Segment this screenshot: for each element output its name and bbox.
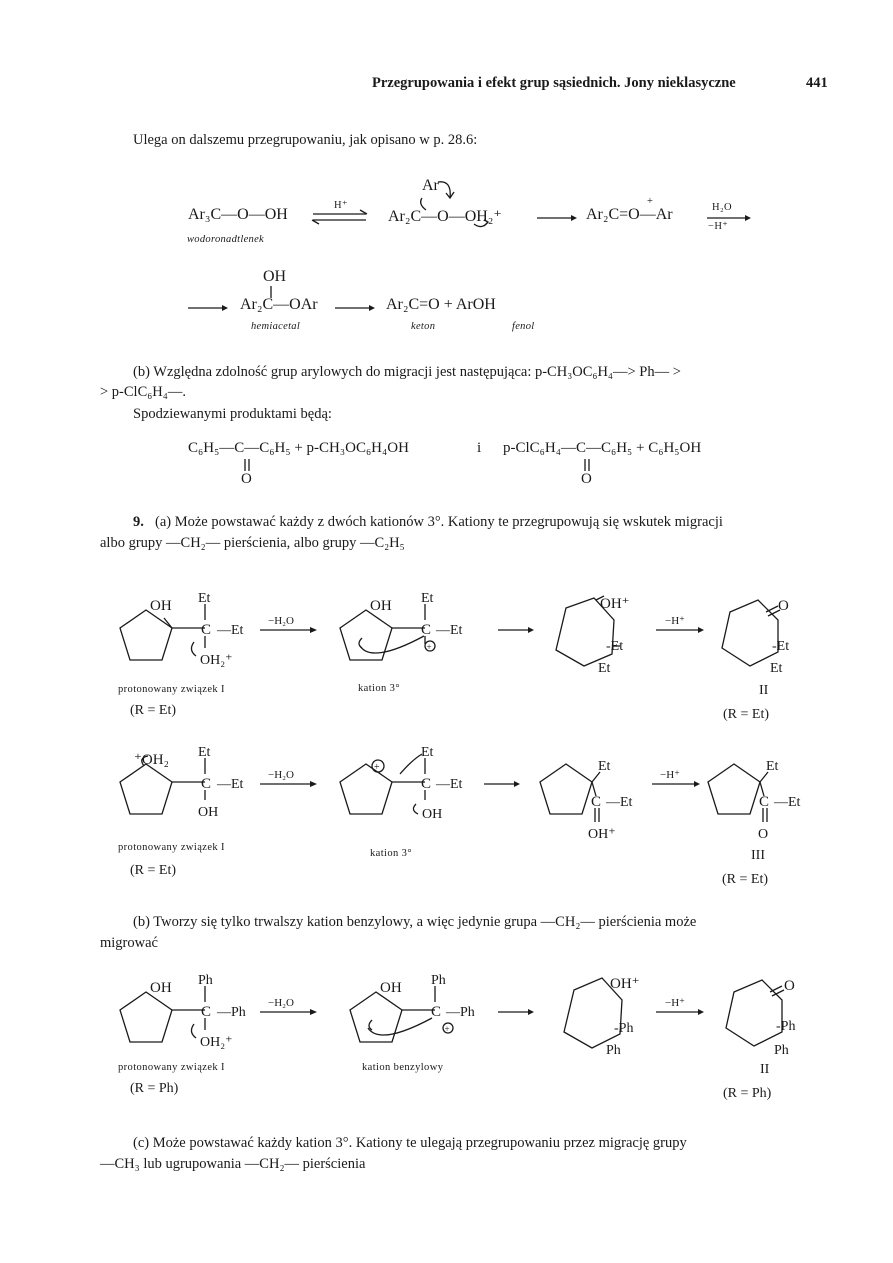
svg-text:-Et: -Et	[772, 639, 790, 654]
r-label-ph: (R = Ph)	[130, 1081, 179, 1096]
svg-text:OH: OH	[198, 805, 219, 820]
oxonium-top-ar: Ar	[422, 177, 439, 194]
svg-text:—Et: —Et	[774, 795, 801, 810]
r-label-1: (R = Et)	[130, 703, 176, 718]
svg-text:−H⁺: −H⁺	[660, 769, 680, 781]
intro-paragraph: Ulega on dalszemu przegrupowaniu, jak opisano w p. 28.6:	[133, 132, 478, 148]
svg-text:—Et: —Et	[436, 777, 463, 792]
svg-text:C: C	[201, 1004, 212, 1020]
svg-text:Et: Et	[598, 661, 611, 676]
svg-text:C: C	[421, 776, 432, 792]
q9-number: 9.	[133, 514, 144, 530]
svg-text:Et: Et	[770, 661, 783, 676]
svg-text:OH⁺: OH⁺	[588, 827, 616, 842]
svg-text:Et: Et	[421, 745, 434, 760]
part-b-line1: (b) Względna zdolność grup arylowych do migracji jest następująca: p-CH₃OC₆H₄—> Ph— >	[133, 364, 681, 380]
scheme-a-row1	[110, 590, 820, 730]
arrow1-label: H⁺	[334, 200, 348, 211]
r-label-2: (R = Et)	[130, 863, 176, 878]
svg-text:—Et: —Et	[606, 795, 633, 810]
phenol-caption: fenol	[512, 321, 535, 332]
svg-text:−H⁺: −H⁺	[665, 615, 685, 627]
svg-text:O: O	[784, 978, 795, 994]
svg-text:Ph: Ph	[774, 1043, 789, 1058]
svg-text:Ph: Ph	[198, 973, 213, 988]
svg-text:-Ph: -Ph	[776, 1019, 796, 1034]
svg-text:C: C	[431, 1004, 442, 1020]
svg-text:C: C	[759, 794, 770, 810]
svg-text:O: O	[758, 827, 769, 842]
carbocation-charge: +	[647, 196, 654, 207]
part-b2-line1: (b) Tworzy się tylko trwalszy kation benzylowy, a więc jedynie grupa —CH₂— pierścienia może	[133, 914, 697, 930]
cap-cation-1: kation 3°	[358, 683, 400, 694]
carbonyl-o-1: O	[241, 471, 252, 487]
page-number: 441	[806, 75, 828, 91]
hydroperoxide-caption: wodoronadtlenek	[187, 234, 265, 245]
svg-text:−H₂O: −H₂O	[268, 997, 294, 1009]
product-1: C₆H₅—C—C₆H₅ + p-CH₃OC₆H₄OH	[188, 440, 409, 456]
svg-text:Et: Et	[421, 591, 434, 606]
carbonyl-o-2: O	[581, 471, 592, 487]
oxonium-intermediate: Ar₂C—O—OH₂⁺	[388, 208, 502, 225]
arrow-5	[335, 304, 375, 312]
q9a-line1: (a) Może powstawać każdy z dwóch kationów 3°. Kationy te przegrupowują się wskutek migracji	[155, 514, 723, 530]
running-header: Przegrupowania i efekt grup sąsiednich. Jony nieklasyczne	[372, 75, 736, 91]
cap-benzyl-cation: kation benzylowy	[362, 1062, 444, 1073]
curved-migration-arrows	[410, 180, 500, 240]
h2o-label: −H₂O	[268, 615, 294, 627]
q9a-line2: albo grupy —CH₂— pierścienia, albo grupy —C₂H₅	[100, 535, 405, 551]
oh2-label: OH₂⁺	[200, 653, 233, 668]
part-b2-line2: migrować	[100, 935, 158, 951]
svg-text:—Ph: —Ph	[446, 1005, 475, 1020]
svg-text:—Et: —Et	[217, 623, 244, 638]
part-b-line2: > p-ClC₆H₄—.	[100, 384, 186, 400]
svg-text:-Et: -Et	[606, 639, 624, 654]
final-products: Ar₂C=O + ArOH	[386, 296, 496, 313]
et-label: Et	[198, 591, 211, 606]
product-ii-2: II	[760, 1062, 770, 1077]
cap-protonated-3: protonowany związek I	[118, 1062, 225, 1073]
svg-text:C: C	[201, 776, 212, 792]
part-b-line3: Spodziewanymi produktami będą:	[133, 406, 332, 422]
product-2: p-ClC₆H₄—C—C₆H₅ + C₆H₅OH	[503, 440, 702, 456]
conjunction: i	[477, 440, 482, 456]
cap-cation-2: kation 3°	[370, 848, 412, 859]
oh-label: OH	[150, 598, 172, 614]
arrow3-top: H₂O	[712, 202, 733, 213]
cation-plus: +	[426, 642, 432, 652]
equilibrium-arrow	[311, 212, 371, 224]
svg-text:C: C	[591, 794, 602, 810]
svg-text:O: O	[778, 598, 789, 614]
svg-text:−H⁺: −H⁺	[665, 997, 685, 1009]
svg-text:Et: Et	[198, 745, 211, 760]
hemiacetal: Ar₂C—OAr	[240, 296, 318, 313]
arrow3-bottom: −H⁺	[708, 221, 729, 232]
svg-text:OH: OH	[370, 598, 392, 614]
r-label-ii-1: (R = Et)	[723, 707, 769, 722]
svg-text:OH: OH	[422, 807, 443, 822]
part-c-line1: (c) Może powstawać każdy kation 3°. Kationy te ulegają przegrupowaniu przez migrację grupy	[133, 1135, 687, 1151]
svg-text:−H₂O: −H₂O	[268, 769, 294, 781]
svg-text:—Ph: —Ph	[217, 1005, 246, 1020]
r-label-iii: (R = Et)	[722, 872, 768, 887]
svg-text:Et: Et	[598, 759, 611, 774]
svg-text:Et: Et	[766, 759, 779, 774]
part-c-line2: —CH₃ lub ugrupowania —CH₂— pierścienia	[100, 1156, 366, 1172]
ohplus-label: OH⁺	[600, 596, 630, 612]
arrow-2	[537, 214, 577, 222]
arrow-4	[188, 304, 228, 312]
svg-text:+: +	[444, 1024, 450, 1034]
svg-text:+: +	[374, 762, 380, 773]
hemiacetal-caption: hemiacetal	[251, 321, 301, 332]
hemiacetal-oh: OH	[263, 268, 287, 285]
cap-protonated-1: protonowany związek I	[118, 684, 225, 695]
svg-text:OH₂⁺: OH₂⁺	[200, 1035, 233, 1050]
svg-text:—Et: —Et	[436, 623, 463, 638]
oxocarbenium: Ar₂C=O—Ar	[586, 206, 673, 223]
svg-text:Ph: Ph	[606, 1043, 621, 1058]
svg-text:C: C	[421, 622, 432, 638]
scheme-b	[110, 790, 820, 910]
svg-text:OH⁺: OH⁺	[610, 976, 640, 992]
cap-protonated-2: protonowany związek I	[118, 842, 225, 853]
svg-text:OH: OH	[380, 980, 402, 996]
svg-text:-Ph: -Ph	[614, 1021, 634, 1036]
ketone-caption: keton	[411, 321, 436, 332]
svg-text:C: C	[201, 622, 212, 638]
svg-text:OH: OH	[150, 980, 172, 996]
product-ii-1: II	[759, 683, 769, 698]
svg-text:—Et: —Et	[217, 777, 244, 792]
svg-text:Ph: Ph	[431, 973, 446, 988]
product-iii: III	[751, 848, 765, 863]
r-label-ii-ph: (R = Ph)	[723, 1086, 772, 1101]
svg-text:⁺OH₂: ⁺OH₂	[134, 752, 169, 768]
hydroperoxide: Ar₃C—O—OH	[188, 206, 288, 223]
